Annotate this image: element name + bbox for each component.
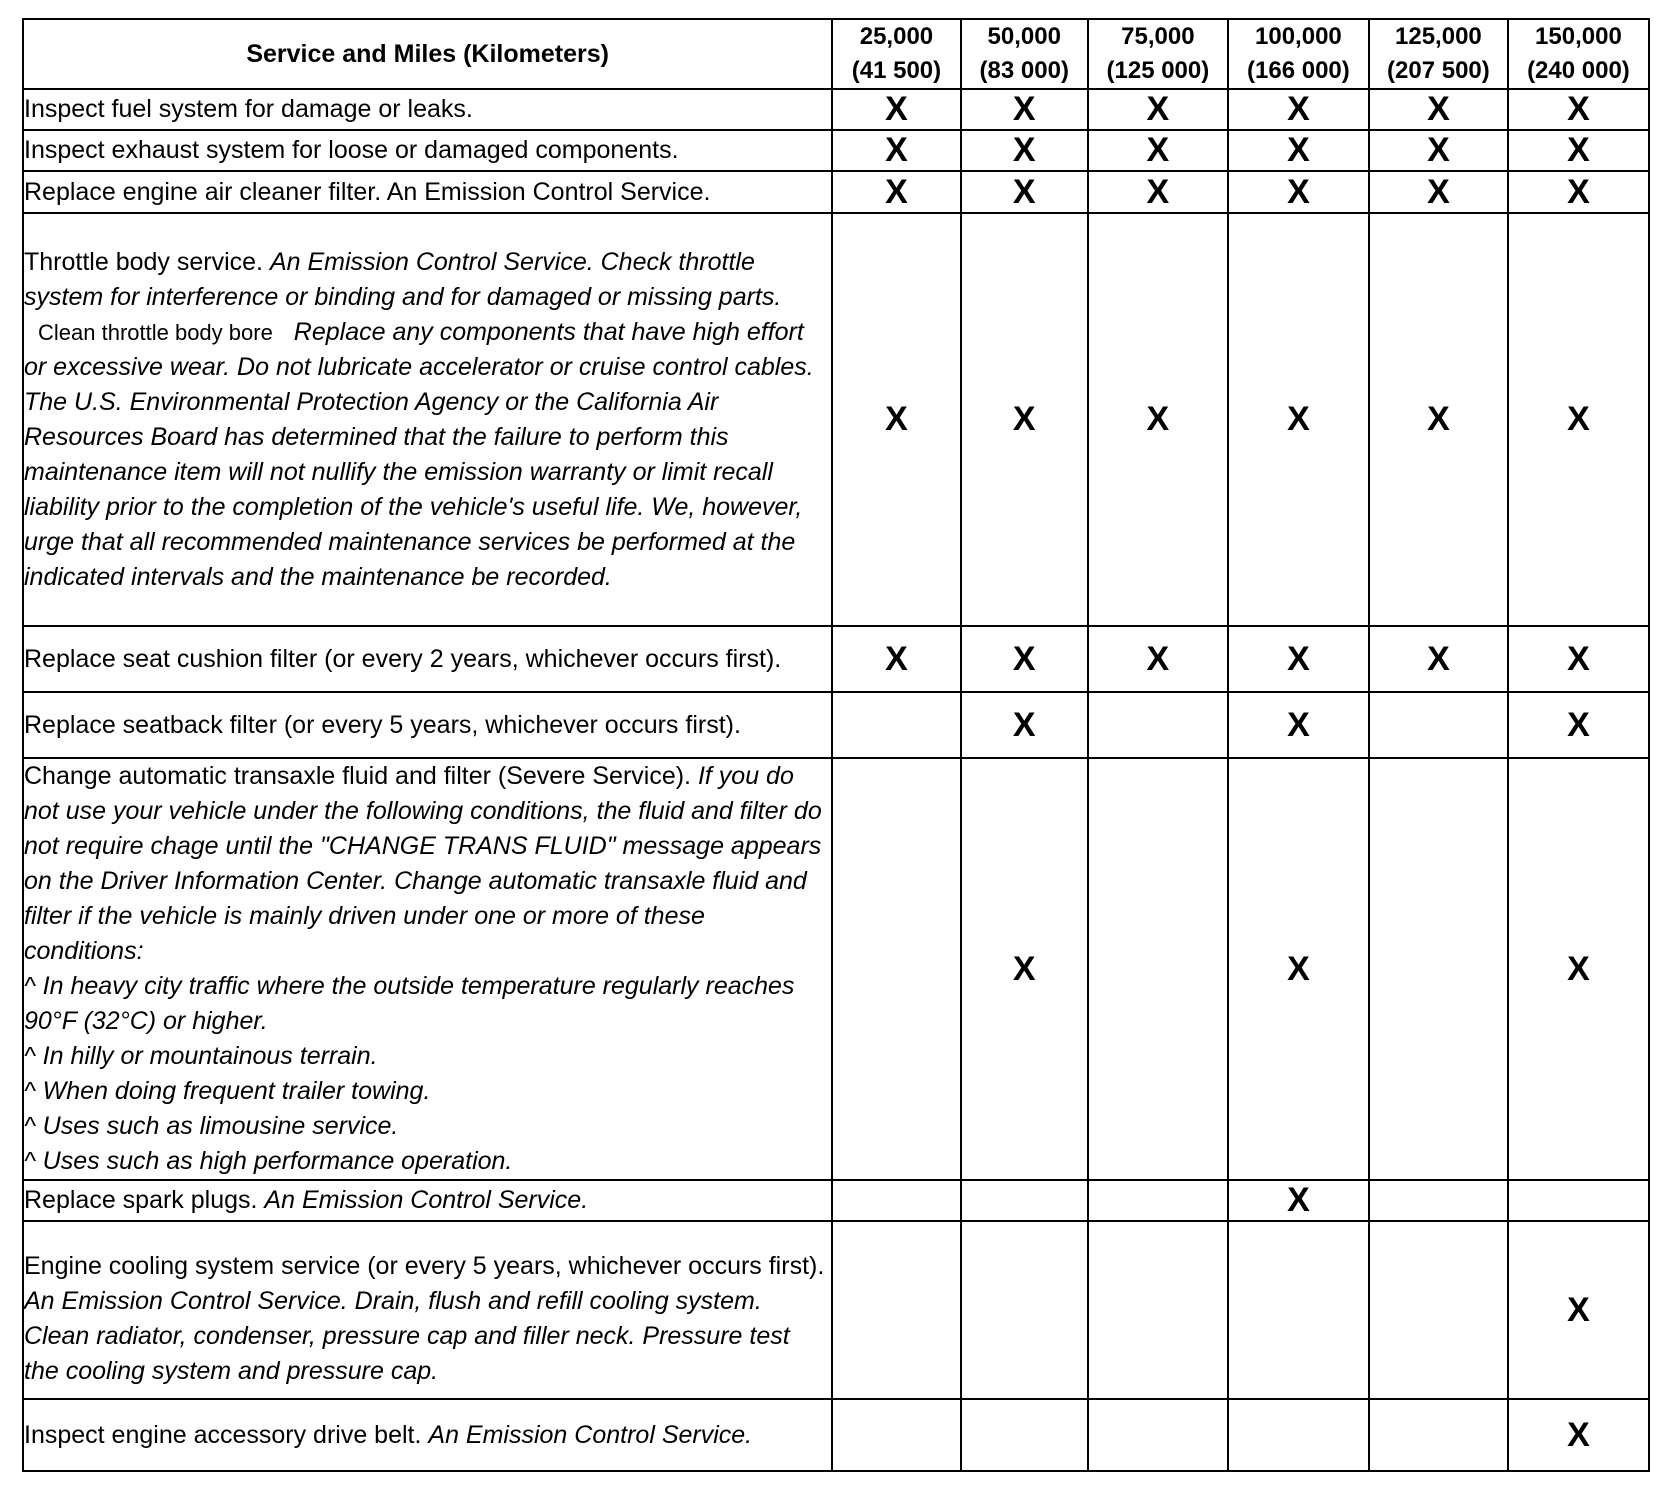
interval-mark: X [961,626,1088,692]
interval-mark: X [1228,213,1369,626]
service-text-plain: Inspect engine accessory drive belt. [24,1420,422,1449]
service-row-air-cleaner [23,171,1649,213]
condition-item: ^ In heavy city traffic where the outside temperature regularly reaches 90°F (32°C) or higher. [24,972,795,1035]
interval-mark: X [961,89,1088,130]
service-description: Replace seat cushion filter (or every 2 years, whichever occurs first). [23,626,832,692]
interval-mark: X [1369,213,1508,626]
interval-miles: 50,000 [987,23,1061,50]
interval-mark [961,1221,1088,1399]
interval-mark: X [1508,213,1649,626]
service-description: Inspect exhaust system for loose or damaged components. [23,130,832,171]
interval-header-75000 [1088,19,1228,89]
interval-mark: X [1228,171,1369,213]
interval-mark: X [832,213,960,626]
service-description: Inspect fuel system for damage or leaks. [23,89,832,130]
interval-mark: X [1508,626,1649,692]
service-description [23,758,832,1180]
service-text-italic: An Emission Control Service. Drain, flush and refill cooling system. Clean radiator, condenser, pressure cap and filler neck. Pressure test the cooling system and pressure cap. [24,1287,790,1385]
interval-mark [1088,1399,1228,1471]
interval-mark: X [1228,1180,1369,1221]
interval-mark [1088,1180,1228,1221]
interval-mark: X [1369,171,1508,213]
header-row [23,19,1649,89]
maintenance-schedule-table [22,18,1650,1472]
interval-km: (125 000) [1106,57,1210,84]
interval-mark: X [1508,758,1649,1180]
interval-header-50000 [961,19,1088,89]
interval-mark: X [1508,1399,1649,1471]
interval-mark: X [961,213,1088,626]
interval-mark [832,1180,960,1221]
interval-mark: X [1088,626,1228,692]
interval-mark [1369,1399,1508,1471]
interval-mark: X [1228,692,1369,758]
interval-mark: X [1508,1221,1649,1399]
interval-mark: X [832,626,960,692]
service-text-italic: If you do not use your vehicle under the following conditions, the fluid and filter do not require chage until the "CHANGE TRANS FLUID" message appears on the Driver Information Center. Change automatic transaxle fluid and filter if the vehicle is mainly driven under one or more of these conditions: [24,762,822,965]
interval-mark: X [961,692,1088,758]
interval-km: (83 000) [979,57,1069,84]
service-text-plain: Throttle body service. [24,247,263,276]
interval-miles: 150,000 [1535,23,1622,50]
interval-mark [1369,1180,1508,1221]
interval-mark: X [1228,89,1369,130]
service-row-spark-plugs [23,1180,1649,1221]
interval-mark [1369,1221,1508,1399]
service-row-cooling-system [23,1221,1649,1399]
service-description: Replace engine air cleaner filter. An Emission Control Service. [23,171,832,213]
interval-km: (207 500) [1387,57,1490,84]
service-row-throttle-body [23,213,1649,626]
service-text-plain: Replace spark plugs. [24,1186,258,1214]
interval-mark: X [832,130,960,171]
interval-km: (166 000) [1247,57,1350,84]
service-description [23,1399,832,1471]
interval-mark [961,1180,1088,1221]
interval-header-125000 [1369,19,1508,89]
interval-mark: X [1228,626,1369,692]
condition-item: ^ When doing frequent trailer towing. [24,1077,431,1105]
interval-miles: 75,000 [1121,23,1195,50]
interval-miles: 25,000 [859,23,934,50]
interval-mark: X [1228,130,1369,171]
interval-mark: X [1369,89,1508,130]
interval-mark [1369,758,1508,1180]
interval-mark: X [1228,758,1369,1180]
interval-mark [961,1399,1088,1471]
interval-mark: X [1508,171,1649,213]
interval-miles: 125,000 [1395,23,1482,50]
service-description [23,1221,832,1399]
interval-mark [1088,692,1228,758]
interval-mark: X [1088,171,1228,213]
interval-mark: X [1508,89,1649,130]
interval-mark [1228,1221,1369,1399]
interval-mark [832,1221,960,1399]
service-description [23,1180,832,1221]
interval-mark: X [1369,130,1508,171]
interval-mark: X [1369,626,1508,692]
service-row-drive-belt [23,1399,1649,1471]
service-text-italic: An Emission Control Service. Check throttle system for interference or binding and for damaged or missing parts. [24,247,782,311]
interval-mark [832,758,960,1180]
service-text-italic: An Emission Control Service. [428,1420,753,1449]
interval-km: (41 500) [851,57,942,84]
interval-header-25000 [832,19,960,89]
interval-km: (240 000) [1527,57,1630,84]
condition-item: ^ In hilly or mountainous terrain. [24,1042,378,1070]
interval-mark: X [1088,130,1228,171]
service-header: Service and Miles (Kilometers) [23,19,832,89]
service-text-small: Clean throttle body bore [38,319,273,345]
condition-item: ^ Uses such as limousine service. [24,1112,399,1140]
interval-header-150000 [1508,19,1649,89]
service-text-plain: Engine cooling system service (or every 5 years, whichever occurs first). [24,1252,825,1280]
interval-miles: 100,000 [1255,23,1342,50]
interval-mark: X [961,130,1088,171]
interval-header-100000 [1228,19,1369,89]
interval-mark [832,1399,960,1471]
interval-mark [1088,1221,1228,1399]
interval-mark [832,692,960,758]
interval-mark [1508,1180,1649,1221]
interval-mark: X [1508,692,1649,758]
service-row-seatback-filter [23,692,1649,758]
interval-mark: X [1088,89,1228,130]
interval-mark: X [961,171,1088,213]
interval-mark [1228,1399,1369,1471]
severe-conditions-list [24,969,831,1179]
interval-mark: X [1508,130,1649,171]
interval-mark [1088,758,1228,1180]
service-row-fuel-system [23,89,1649,130]
interval-mark: X [832,171,960,213]
service-text-italic: An Emission Control Service. [264,1186,589,1214]
service-description [23,213,832,626]
service-text-italic: Replace any components that have high effort or excessive wear. Do not lubricate accelerator or cruise control cables. The U.S. Environmental Protection Agency or the California Air Resources Board has determined that the failure to perform this maintenance item will not nullify the emission warranty or limit recall liability prior to the completion of the vehicle's useful life. We, however, urge that all recommended maintenance services be performed at the indicated intervals and the maintenance be recorded. [24,317,814,591]
interval-mark: X [832,89,960,130]
interval-mark: X [961,758,1088,1180]
interval-mark [1369,692,1508,758]
interval-mark: X [1088,213,1228,626]
service-row-seat-cushion-filter [23,626,1649,692]
condition-item: ^ Uses such as high performance operation. [24,1147,513,1175]
service-description: Replace seatback filter (or every 5 years, whichever occurs first). [23,692,832,758]
service-row-transaxle-fluid [23,758,1649,1180]
service-text-plain: Change automatic transaxle fluid and filter (Severe Service). [24,762,691,790]
service-row-exhaust-system [23,130,1649,171]
